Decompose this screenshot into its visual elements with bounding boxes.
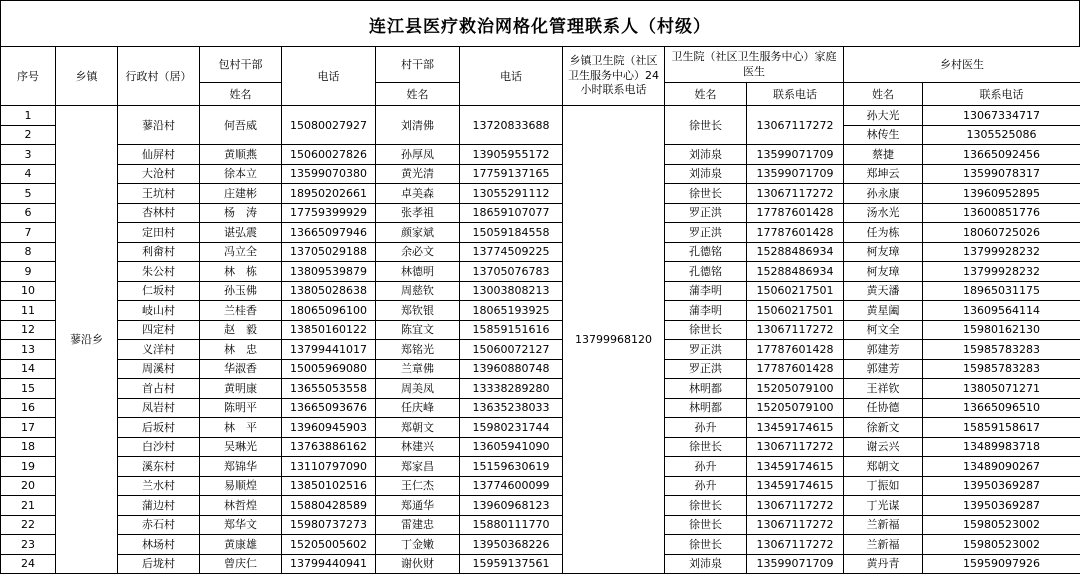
village-doctor-name-cell: 柯友璋: [844, 262, 923, 282]
village-cadre-name-cell: 周慈钦: [376, 281, 460, 301]
village-doctor-name-cell: 汤水光: [844, 203, 923, 223]
table-row: [1, 301, 1080, 321]
village-doctor-name-cell: 郑坤云: [844, 164, 923, 184]
table-row: [1, 379, 1080, 399]
table-row: [1, 106, 1080, 126]
doctor-name-cell: 徐世长: [665, 515, 747, 535]
doctor-phone-cell: 15060217501: [747, 301, 844, 321]
doctor-phone-cell: 13067117272: [747, 437, 844, 457]
doctor-name-cell: 蒲李明: [665, 281, 747, 301]
village-doctor-name-cell: 林传生: [844, 125, 923, 145]
table-row: [1, 398, 1080, 418]
doctor-phone-cell: 13067117272: [747, 496, 844, 516]
village-cell: 岐山村: [118, 301, 200, 321]
village-doctor-phone-cell: 13665092456: [923, 145, 1080, 165]
village-doctor-phone-cell: 13960952895: [923, 184, 1080, 204]
header-cadre-name: 姓名: [200, 83, 282, 106]
cadre-phone-cell: 13655053558: [282, 379, 376, 399]
cadre-phone-cell: 13960945903: [282, 418, 376, 438]
doctor-name-cell: 徐世长: [665, 106, 747, 145]
village-cadre-phone-cell: 15159630619: [460, 457, 563, 477]
village-cell: 蒲边村: [118, 496, 200, 516]
village-cell: 赤石村: [118, 515, 200, 535]
village-doctor-phone-cell: 13950369287: [923, 496, 1080, 516]
header-village-cadre-group: 村干部: [376, 47, 460, 83]
village-doctor-name-cell: 丁光谋: [844, 496, 923, 516]
seq-cell: 5: [1, 184, 56, 204]
village-cadre-phone-cell: 13705076783: [460, 262, 563, 282]
village-cell: 仙屏村: [118, 145, 200, 165]
village-doctor-phone-cell: 13799928232: [923, 262, 1080, 282]
table-row: [1, 515, 1080, 535]
village-cadre-name-cell: 谢伙财: [376, 554, 460, 574]
cadre-phone-cell: 15060027826: [282, 145, 376, 165]
village-cadre-phone-cell: 13635238033: [460, 398, 563, 418]
doctor-phone-cell: 13067117272: [747, 515, 844, 535]
village-cadre-name-cell: 陈宜文: [376, 320, 460, 340]
table-row: [1, 359, 1080, 379]
village-cell: 白沙村: [118, 437, 200, 457]
seq-cell: 17: [1, 418, 56, 438]
village-doctor-name-cell: 郭建芳: [844, 340, 923, 360]
doctor-phone-cell: 15288486934: [747, 242, 844, 262]
village-cell: 林场村: [118, 535, 200, 555]
village-cell: 大沧村: [118, 164, 200, 184]
village-cadre-phone-cell: 13003808213: [460, 281, 563, 301]
village-cell: 定田村: [118, 223, 200, 243]
cadre-phone-cell: 15880428589: [282, 496, 376, 516]
cadre-phone-cell: 13805028638: [282, 281, 376, 301]
cadre-phone-cell: 13705029188: [282, 242, 376, 262]
doctor-phone-cell: 13067117272: [747, 106, 844, 145]
header-village-doctor-name: 姓名: [844, 83, 923, 106]
contact-table: [0, 46, 1080, 574]
village-doctor-phone-cell: 13799928232: [923, 242, 1080, 262]
cadre-name-cell: 林 平: [200, 418, 282, 438]
village-cell: 兰水村: [118, 476, 200, 496]
village-doctor-name-cell: 丁振如: [844, 476, 923, 496]
doctor-name-cell: 徐世长: [665, 496, 747, 516]
village-cadre-phone-cell: 13960968123: [460, 496, 563, 516]
table-row: [1, 184, 1080, 204]
table-row: [1, 476, 1080, 496]
village-doctor-name-cell: 任协德: [844, 398, 923, 418]
village-cadre-phone-cell: 13338289280: [460, 379, 563, 399]
cadre-name-cell: 易顺煌: [200, 476, 282, 496]
doctor-phone-cell: 15205079100: [747, 398, 844, 418]
table-row: [1, 262, 1080, 282]
village-cadre-phone-cell: 13055291112: [460, 184, 563, 204]
doctor-name-cell: 孔德铭: [665, 262, 747, 282]
doctor-phone-cell: 17787601428: [747, 359, 844, 379]
cadre-name-cell: 林 栋: [200, 262, 282, 282]
cadre-name-cell: 郑华文: [200, 515, 282, 535]
village-doctor-phone-cell: 15980523002: [923, 535, 1080, 555]
village-cadre-name-cell: 张孝祖: [376, 203, 460, 223]
village-cadre-phone-cell: 13605941090: [460, 437, 563, 457]
table-row: [1, 223, 1080, 243]
village-cell: 义洋村: [118, 340, 200, 360]
village-doctor-name-cell: 孙永康: [844, 184, 923, 204]
table-row: [1, 496, 1080, 516]
seq-cell: 1: [1, 106, 56, 126]
doctor-phone-cell: 15060217501: [747, 281, 844, 301]
seq-cell: 3: [1, 145, 56, 165]
village-doctor-name-cell: 郑朝文: [844, 457, 923, 477]
doctor-phone-cell: 17787601428: [747, 340, 844, 360]
seq-cell: 20: [1, 476, 56, 496]
cadre-name-cell: 庄建彬: [200, 184, 282, 204]
village-cadre-name-cell: 林建兴: [376, 437, 460, 457]
village-cadre-name-cell: 刘清佛: [376, 106, 460, 145]
village-cell: 杏林村: [118, 203, 200, 223]
seq-cell: 11: [1, 301, 56, 321]
cadre-phone-cell: 13665093676: [282, 398, 376, 418]
doctor-phone-cell: 17787601428: [747, 203, 844, 223]
doctor-phone-cell: 13459174615: [747, 457, 844, 477]
cadre-phone-cell: 15080027927: [282, 106, 376, 145]
village-doctor-phone-cell: 13609564114: [923, 301, 1080, 321]
cadre-phone-cell: 13665097946: [282, 223, 376, 243]
hotline-cell: 13799968120: [563, 106, 665, 574]
header-cadre-phone: 电话: [282, 47, 376, 106]
village-doctor-name-cell: 黄天潘: [844, 281, 923, 301]
doctor-name-cell: 罗正洪: [665, 340, 747, 360]
village-doctor-name-cell: 兰新福: [844, 515, 923, 535]
header-hospital-doctor-phone: 联系电话: [747, 83, 844, 106]
doctor-phone-cell: 13599071709: [747, 554, 844, 574]
cadre-name-cell: 华淑香: [200, 359, 282, 379]
village-cadre-name-cell: 郑家昌: [376, 457, 460, 477]
cadre-name-cell: 徐本立: [200, 164, 282, 184]
village-doctor-phone-cell: 13489983718: [923, 437, 1080, 457]
village-doctor-phone-cell: 13067334717: [923, 106, 1080, 126]
header-township: 乡镇: [56, 47, 118, 106]
cadre-name-cell: 林 忠: [200, 340, 282, 360]
village-cadre-phone-cell: 13960880748: [460, 359, 563, 379]
village-cadre-phone-cell: 15859151616: [460, 320, 563, 340]
village-doctor-phone-cell: 15980162130: [923, 320, 1080, 340]
cadre-name-cell: 黄明康: [200, 379, 282, 399]
cadre-name-cell: 曾庆仁: [200, 554, 282, 574]
cadre-name-cell: 孙玉佛: [200, 281, 282, 301]
cadre-phone-cell: 15205005602: [282, 535, 376, 555]
doctor-phone-cell: 13599071709: [747, 145, 844, 165]
cadre-phone-cell: 13110797090: [282, 457, 376, 477]
doctor-phone-cell: 13599071709: [747, 164, 844, 184]
table-row: [1, 203, 1080, 223]
table-body: [1, 106, 1080, 574]
village-cadre-name-cell: 王仁杰: [376, 476, 460, 496]
village-doctor-name-cell: 黄丹青: [844, 554, 923, 574]
village-cell: 利畲村: [118, 242, 200, 262]
seq-cell: 14: [1, 359, 56, 379]
village-cadre-phone-cell: 13720833688: [460, 106, 563, 145]
village-doctor-phone-cell: 13665096510: [923, 398, 1080, 418]
doctor-name-cell: 徐世长: [665, 437, 747, 457]
village-cadre-phone-cell: 13774600099: [460, 476, 563, 496]
seq-cell: 4: [1, 164, 56, 184]
table-row: [1, 340, 1080, 360]
cadre-phone-cell: 13799440941: [282, 554, 376, 574]
table-row: [1, 457, 1080, 477]
cadre-name-cell: 杨 涛: [200, 203, 282, 223]
seq-cell: 19: [1, 457, 56, 477]
village-cell: 凤岩村: [118, 398, 200, 418]
village-cadre-name-cell: 丁金嫩: [376, 535, 460, 555]
header-village-cadre-phone: 电话: [460, 47, 563, 106]
doctor-name-cell: 罗正洪: [665, 203, 747, 223]
doctor-name-cell: 蒲李明: [665, 301, 747, 321]
table-row: [1, 437, 1080, 457]
table-row: [1, 281, 1080, 301]
village-doctor-phone-cell: 13599078317: [923, 164, 1080, 184]
cadre-phone-cell: 13850102516: [282, 476, 376, 496]
doctor-name-cell: 徐世长: [665, 320, 747, 340]
table-row: [1, 535, 1080, 555]
seq-cell: 10: [1, 281, 56, 301]
village-doctor-phone-cell: 13600851776: [923, 203, 1080, 223]
cadre-name-cell: 冯立全: [200, 242, 282, 262]
village-cadre-name-cell: 郑通华: [376, 496, 460, 516]
village-doctor-name-cell: 蔡捷: [844, 145, 923, 165]
table-row: [1, 320, 1080, 340]
cadre-phone-cell: 17759399929: [282, 203, 376, 223]
village-cadre-name-cell: 兰章佛: [376, 359, 460, 379]
doctor-name-cell: 刘沛泉: [665, 145, 747, 165]
doctor-name-cell: 刘沛泉: [665, 554, 747, 574]
header-village-cadre-name: 姓名: [376, 83, 460, 106]
village-doctor-name-cell: 柯友璋: [844, 242, 923, 262]
doctor-phone-cell: 13067117272: [747, 535, 844, 555]
seq-cell: 9: [1, 262, 56, 282]
village-doctor-name-cell: 徐新文: [844, 418, 923, 438]
village-cadre-name-cell: 孙厚凤: [376, 145, 460, 165]
seq-cell: 22: [1, 515, 56, 535]
table-row: [1, 554, 1080, 574]
table-row: [1, 164, 1080, 184]
village-cell: 王坑村: [118, 184, 200, 204]
doctor-phone-cell: 13067117272: [747, 184, 844, 204]
village-doctor-name-cell: 郭建芳: [844, 359, 923, 379]
seq-cell: 6: [1, 203, 56, 223]
village-doctor-phone-cell: 18060725026: [923, 223, 1080, 243]
village-cadre-phone-cell: 15959137561: [460, 554, 563, 574]
village-cadre-phone-cell: 13905955172: [460, 145, 563, 165]
village-cell: 四定村: [118, 320, 200, 340]
cadre-phone-cell: 13763886162: [282, 437, 376, 457]
doctor-name-cell: 徐世长: [665, 535, 747, 555]
village-doctor-name-cell: 谢云兴: [844, 437, 923, 457]
doctor-phone-cell: 17787601428: [747, 223, 844, 243]
village-doctor-phone-cell: 15980523002: [923, 515, 1080, 535]
cadre-phone-cell: 15005969080: [282, 359, 376, 379]
doctor-name-cell: 刘沛泉: [665, 164, 747, 184]
village-doctor-name-cell: 任为栋: [844, 223, 923, 243]
village-cadre-name-cell: 雷建忠: [376, 515, 460, 535]
seq-cell: 8: [1, 242, 56, 262]
seq-cell: 2: [1, 125, 56, 145]
village-cadre-phone-cell: 13950368226: [460, 535, 563, 555]
village-cadre-phone-cell: 13774509225: [460, 242, 563, 262]
cadre-phone-cell: 13799441017: [282, 340, 376, 360]
header-cadre-group: 包村干部: [200, 47, 282, 83]
village-doctor-phone-cell: 13805071271: [923, 379, 1080, 399]
seq-cell: 18: [1, 437, 56, 457]
village-cell: 朱公村: [118, 262, 200, 282]
doctor-name-cell: 罗正洪: [665, 223, 747, 243]
cadre-phone-cell: 18950202661: [282, 184, 376, 204]
doctor-name-cell: 林明都: [665, 379, 747, 399]
village-cell: 后垅村: [118, 554, 200, 574]
seq-cell: 15: [1, 379, 56, 399]
village-cadre-phone-cell: 15880111770: [460, 515, 563, 535]
village-cadre-phone-cell: 18065193925: [460, 301, 563, 321]
seq-cell: 12: [1, 320, 56, 340]
village-cadre-name-cell: 郑钦银: [376, 301, 460, 321]
village-doctor-phone-cell: 18965031175: [923, 281, 1080, 301]
village-doctor-phone-cell: 15859158617: [923, 418, 1080, 438]
header-hospital-doctor-group: 卫生院（社区卫生服务中心）家庭医生: [665, 47, 844, 83]
village-cadre-name-cell: 卓美森: [376, 184, 460, 204]
cadre-name-cell: 何吾威: [200, 106, 282, 145]
village-doctor-phone-cell: 13489090267: [923, 457, 1080, 477]
doctor-phone-cell: 15205079100: [747, 379, 844, 399]
seq-cell: 7: [1, 223, 56, 243]
header-village: 行政村（居）: [118, 47, 200, 106]
header-seq: 序号: [1, 47, 56, 106]
village-doctor-phone-cell: 1305525086: [923, 125, 1080, 145]
village-doctor-phone-cell: 15985783283: [923, 359, 1080, 379]
village-cadre-name-cell: 郑朝文: [376, 418, 460, 438]
village-cadre-name-cell: 颜家斌: [376, 223, 460, 243]
seq-cell: 16: [1, 398, 56, 418]
village-cadre-phone-cell: 15060072127: [460, 340, 563, 360]
village-cell: 仁坂村: [118, 281, 200, 301]
village-cell: 首占村: [118, 379, 200, 399]
cadre-phone-cell: 13850160122: [282, 320, 376, 340]
cadre-name-cell: 谌弘震: [200, 223, 282, 243]
seq-cell: 21: [1, 496, 56, 516]
doctor-name-cell: 孙升: [665, 457, 747, 477]
cadre-name-cell: 林哲煌: [200, 496, 282, 516]
cadre-name-cell: 郑锦华: [200, 457, 282, 477]
village-cadre-name-cell: 黄光清: [376, 164, 460, 184]
village-cadre-name-cell: 任庆峰: [376, 398, 460, 418]
doctor-name-cell: 罗正洪: [665, 359, 747, 379]
village-cadre-name-cell: 郑铭光: [376, 340, 460, 360]
cadre-name-cell: 陈明平: [200, 398, 282, 418]
village-cadre-phone-cell: 18659107077: [460, 203, 563, 223]
village-doctor-phone-cell: 13950369287: [923, 476, 1080, 496]
doctor-name-cell: 林明都: [665, 398, 747, 418]
cadre-phone-cell: 13599070380: [282, 164, 376, 184]
cadre-name-cell: 吴琳光: [200, 437, 282, 457]
township-cell: 蓼沿乡: [56, 106, 118, 574]
village-cadre-phone-cell: 17759137165: [460, 164, 563, 184]
cadre-name-cell: 黄康雄: [200, 535, 282, 555]
seq-cell: 13: [1, 340, 56, 360]
village-cadre-name-cell: 周美凤: [376, 379, 460, 399]
doctor-name-cell: 孙升: [665, 476, 747, 496]
village-cadre-phone-cell: 15980231744: [460, 418, 563, 438]
header-hospital-24h: 乡镇卫生院（社区卫生服务中心）24小时联系电话: [563, 47, 665, 106]
table-row: [1, 242, 1080, 262]
header-hospital-doctor-name: 姓名: [665, 83, 747, 106]
village-doctor-phone-cell: 15959097926: [923, 554, 1080, 574]
seq-cell: 23: [1, 535, 56, 555]
cadre-name-cell: 兰桂香: [200, 301, 282, 321]
village-cell: 周溪村: [118, 359, 200, 379]
village-doctor-name-cell: 兰新福: [844, 535, 923, 555]
table-row: [1, 145, 1080, 165]
table-row: [1, 418, 1080, 438]
cadre-name-cell: 黄顺燕: [200, 145, 282, 165]
village-cell: 后坂村: [118, 418, 200, 438]
cadre-phone-cell: 13809539879: [282, 262, 376, 282]
village-cell: 蓼沿村: [118, 106, 200, 145]
doctor-name-cell: 徐世长: [665, 184, 747, 204]
cadre-name-cell: 赵 毅: [200, 320, 282, 340]
doctor-name-cell: 孙升: [665, 418, 747, 438]
village-cadre-phone-cell: 15059184558: [460, 223, 563, 243]
village-doctor-name-cell: 黄星阖: [844, 301, 923, 321]
doctor-phone-cell: 13459174615: [747, 418, 844, 438]
header-row-1: [1, 47, 1080, 83]
seq-cell: 24: [1, 554, 56, 574]
village-doctor-name-cell: 王祥钦: [844, 379, 923, 399]
doctor-phone-cell: 13459174615: [747, 476, 844, 496]
cadre-phone-cell: 18065096100: [282, 301, 376, 321]
village-cadre-name-cell: 林德明: [376, 262, 460, 282]
village-doctor-name-cell: 孙大光: [844, 106, 923, 126]
header-village-doctor-phone: 联系电话: [923, 83, 1080, 106]
doctor-name-cell: 孔德铭: [665, 242, 747, 262]
cadre-phone-cell: 15980737273: [282, 515, 376, 535]
doctor-phone-cell: 13067117272: [747, 320, 844, 340]
doctor-phone-cell: 15288486934: [747, 262, 844, 282]
village-doctor-phone-cell: 15985783283: [923, 340, 1080, 360]
village-cadre-name-cell: 余必文: [376, 242, 460, 262]
header-village-doctor-group: 乡村医生: [844, 47, 1080, 83]
sheet-title: 连江县医疗救治网格化管理联系人（村级）: [0, 0, 1080, 47]
village-cell: 溪东村: [118, 457, 200, 477]
village-doctor-name-cell: 柯文全: [844, 320, 923, 340]
